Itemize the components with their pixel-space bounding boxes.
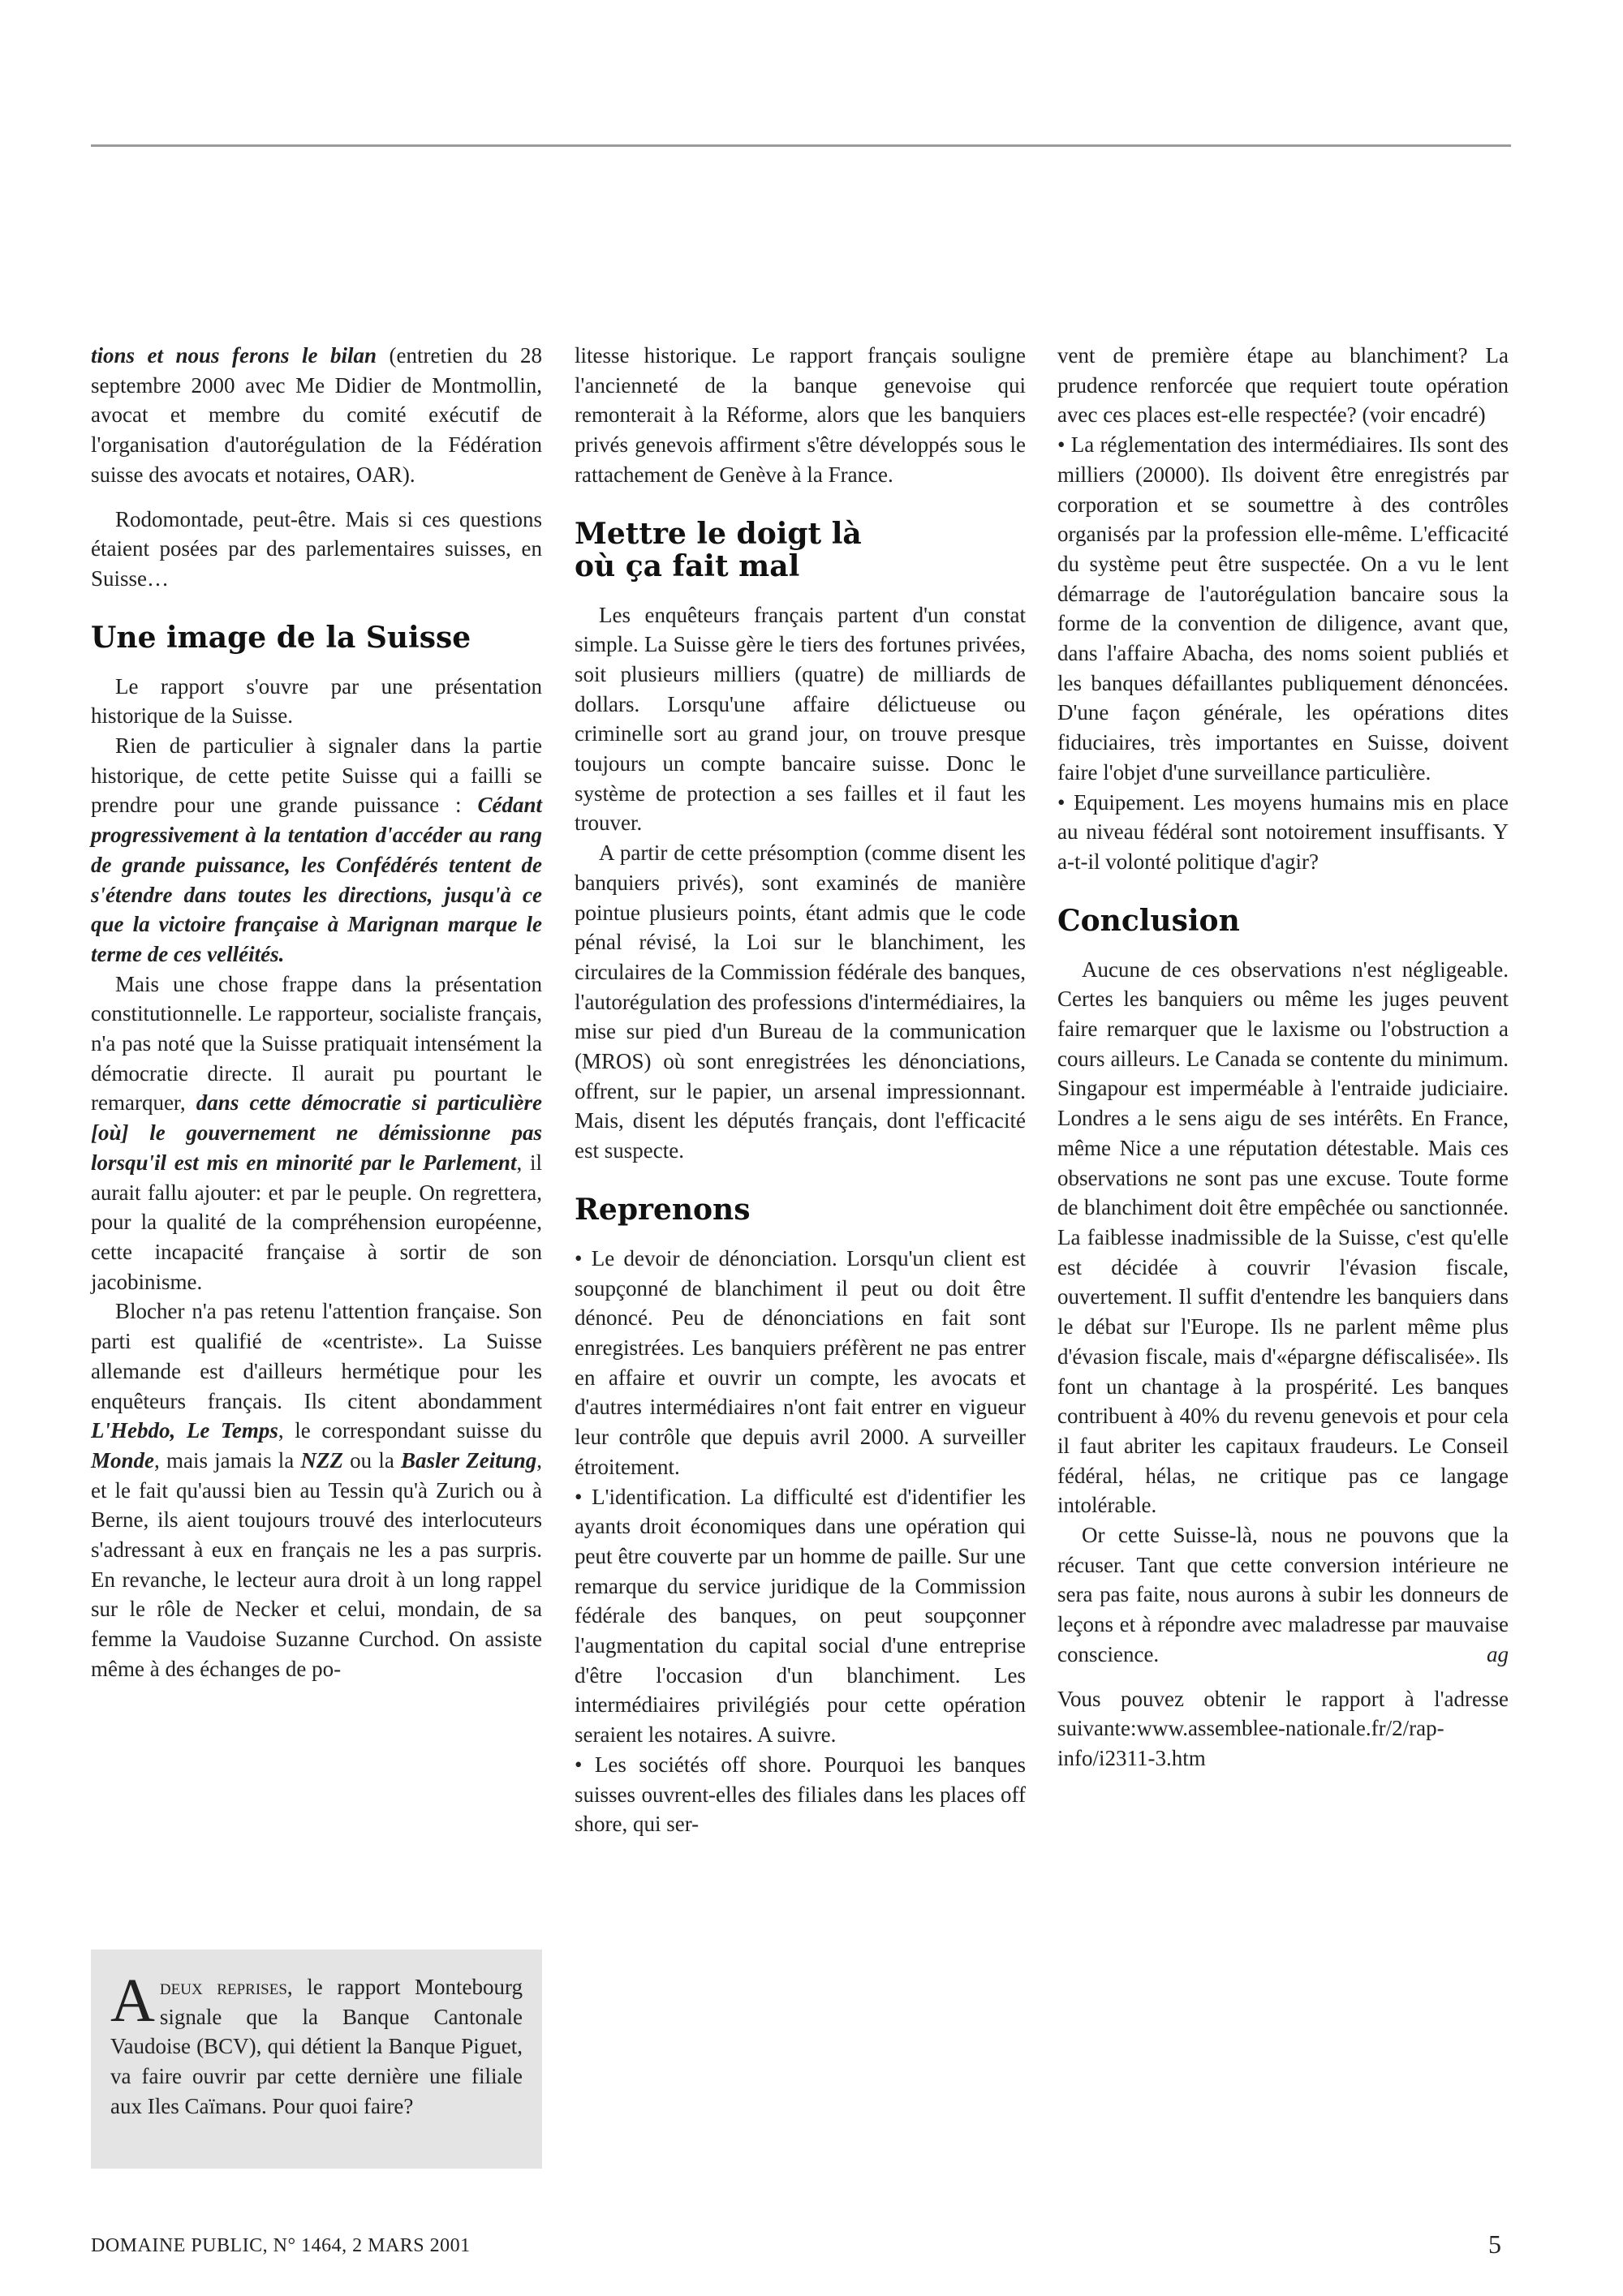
paragraph: Rodomontade, peut-être. Mais si ces questions étaient posées par des parlementaires suisses, en Suisse… [91,506,542,591]
bullet-item: • L'identification. La difficulté est d'identifier les ayants droit économiques dans une opération qui peut être couverte par un homme de paille. Sur une remarque du service juridique de la Commission fédérale des banques, on peut soupçonner l'augmentation du capital social d'une entreprise d'être l'occasion d'un blanchiment. Les intermédiaires privilégiés pour cette opération seraient les notaires. A suivre. [575,1484,1026,1748]
box-text [110,1967,523,2122]
text: ou la [342,1447,402,1473]
drop-cap: A [110,1967,155,2035]
footer-publication: DOMAINE PUBLIC, N° 1464, 2 MARS 2001 [91,2235,471,2256]
paragraph [1057,1520,1509,1670]
section-heading-reprenons: Reprenons [575,1192,751,1227]
paragraph: A partir de cette présomption (comme disent les banquiers privés), sont examinés de manière pointue plusieurs points, étant admis que le code pénal révisé, la Loi sur le blanchiment, les circulaires de la Commission fédérale des banques, l'autorégulation des professions d'intermédiaires, la mise sur pied d'un Bureau de la communication (MROS) où sont enregistrées les dénonciations, offrent, sur le papier, un arsenal impressionnant. Mais, disent les députés français, dont l'efficacité est suspecte. [575,841,1026,1163]
text: (entretien du 28 septembre 2000 avec Me Didier de Montmollin, avocat et membre du comité exécutif de l'organisation d'autorégulation de la Fédération suisse des avocats et notaires, OAR). [91,343,542,487]
sidebar-box [91,1950,542,2169]
section-heading-mettre-le-doigt [575,518,1026,583]
quote: dans cette démocratie si particulière [où] le gouvernement ne démissionne pas lorsqu'il est mis en minorité par le Parlement [91,1090,542,1175]
paragraph: vent de première étape au blanchiment? La prudence renforcée que requiert toute opération avec ces places est-elle respectée? (voir encadré) [1057,343,1509,428]
heading-line: Mettre le doigt là [575,516,862,551]
paragraph [91,970,542,1297]
paragraph: Les enquêteurs français partent d'un constat simple. La Suisse gère le tiers des fortunes privées, soit plusieurs milliers (quatre) de milliards de dollars. Lorsqu'une affaire délictueuse ou criminelle sort au grand jour, on trouve presque toujours un compte bancaire suisse. Donc le système de protection a ses failles et il faut les trouver. [575,602,1026,836]
paragraph [91,1296,542,1683]
heading-line: où ça fait mal [575,548,800,583]
publication-name: NZZ [300,1447,343,1473]
lead-in: deux reprises [159,1975,287,1999]
text: Mais une chose frappe dans la présentation constitutionnelle. Le rapporteur, socialiste français, n'a pas noté que la Suisse pratiquait intensément la démocratie directe. Il aurait pu pourtant le remarquer, [91,971,542,1116]
bullet-item: • Le devoir de dénonciation. Lorsqu'un client est soupçonné de blanchiment il peut ou doit être dénoncé. Peu de dénonciations en fait sont enregistrées. Les banquiers préfèrent ne pas entrer en affaire et ouvrir un compte, les avocats et d'autres intermédiaires n'ont fait entrer en vigueur leur contrôle que depuis avril 2000. A surveiller étroitement. [575,1245,1026,1479]
author-signature: ag [1487,1641,1509,1666]
text: Rien de particulier à signaler dans la partie historique, de cette petite Suisse qui a failli se prendre pour une grande puissance : [91,733,542,818]
column-2 [575,341,1026,1839]
text: , le rapport Montebourg signale que la Banque Cantonale Vaudoise (BCV), qui détient la Banque Piguet, va faire ouvrir par cette dernière une filiale aux Iles Caïmans. Pour quoi faire? [110,1975,523,2118]
paragraph [91,731,542,970]
publication-name: L'Hebdo, Le Temps [91,1418,278,1443]
text: , mais jamais la [154,1447,301,1473]
column-1 [91,341,542,1684]
column-3 [1057,341,1509,1774]
text: Blocher n'a pas retenu l'attention française. Son parti est qualifié de «centriste». La Suisse allemande est d'ailleurs hermétique pour les enquêteurs français. Ils citent abondamment [91,1299,542,1413]
text: Or cette Suisse-là, nous ne pouvons que la récuser. Tant que cette conversion intérieure ne sera pas faite, nous aurons à subir les donneurs de leçons et à répondre avec maladresse par mauvaise conscience. [1057,1523,1509,1666]
paragraph: Aucune de ces observations n'est négligeable. Certes les banquiers ou même les juges peuvent faire remarquer que le laxisme ou l'obstruction a cours ailleurs. Le Canada se contente du minimum. Singapour est imperméable à l'entraide judiciaire. Londres a le sens aigu de ses intérêts. En France, même Nice a une réputation détestable. Mais ces observations ne sont pas une excuse. Toute forme de blanchiment doit être empêchée ou sanctionnée. La faiblesse inadmissible de la Suisse, c'est qu'elle est décidée à couvrir l'évasion fiscale, ouvertement. Il suffit d'entendre les banquiers dans le débat sur l'Europe. Ils ne parlent même plus d'évasion fiscale, mais d'«épargne défiscalisée». Ils font un chantage à la prospérité. Les banques contribuent à 40% du revenu genevois et pour cela il faut abriter les capitaux fraudeurs. Le Conseil fédéral, hélas, ne critique pas ce langage intolérable. [1057,957,1509,1518]
text: , le correspondant suisse du [278,1418,543,1443]
paragraph: Le rapport s'ouvre par une présentation historique de la Suisse. [91,673,542,729]
bullet-item: • La réglementation des intermédiaires. Ils sont des milliers (20000). Ils doivent être enregistrés par corporation et se soumettre à des contrôles organisés par la profession elle-même. L'efficacité du système peut être suspectée. On a vu le lent démarrage de l'autorégulation bancaire sous la forme de la convention de diligence, avant que, dans l'affaire Abacha, des noms soient publiés et les banques défaillantes publiquement dénoncées. D'une façon générale, les opérations dites fiduciaires, très importantes en Suisse, doivent faire l'objet d'une surveillance particulière. [1057,432,1509,785]
paragraph: litesse historique. Le rapport français souligne l'ancienneté de la banque genevoise qui remonterait à la Réforme, alors que les banquiers privés genevois affirment s'être développés sous le rattachement de Genève à la France. [575,343,1026,487]
report-link-note: Vous pouvez obtenir le rapport à l'adresse suivante:www.assemblee-nationale.fr/2/rap-info/i2311-3.htm [1057,1686,1509,1770]
section-heading-conclusion: Conclusion [1057,903,1240,938]
header-rule [91,144,1511,147]
section-heading-image-suisse: Une image de la Suisse [91,620,471,655]
emphasis: tions et nous ferons le bilan [91,343,377,368]
page-number: 5 [1488,2229,1501,2259]
paragraph [91,341,542,490]
text: , il aurait fallu ajouter: et par le peuple. On regrettera, pour la qualité de la compréhension européenne, cette incapacité française à sortir de son jacobinisme. [91,1150,542,1294]
text: , et le fait qu'aussi bien au Tessin qu'à Zurich ou à Berne, ils aient toujours trouvé des interlocuteurs s'adressant à eux en français ne les a pas surpris. En revanche, le lecteur aura droit à un long rappel sur le rôle de Necker et celui, mondain, de sa femme la Vaudoise Suzanne Curchod. On assiste même à des échanges de po- [91,1447,542,1681]
bullet-item: • Equipement. Les moyens humains mis en place au niveau fédéral sont notoirement insuffisants. Y a-t-il volonté politique d'agir? [1057,789,1509,874]
publication-name: Basler Zeitung [401,1447,537,1473]
bullet-item: • Les sociétés off shore. Pourquoi les banques suisses ouvrent-elles des filiales dans les places off shore, qui ser- [575,1752,1026,1837]
publication-name: Monde [91,1447,155,1473]
quote: Cédant progressivement à la tentation d'accéder au rang de grande puissance, les Confédérés tentent de s'étendre dans toutes les directions, jusqu'à ce que la victoire française à Marignan marque le terme de ces velléités. [91,793,542,966]
